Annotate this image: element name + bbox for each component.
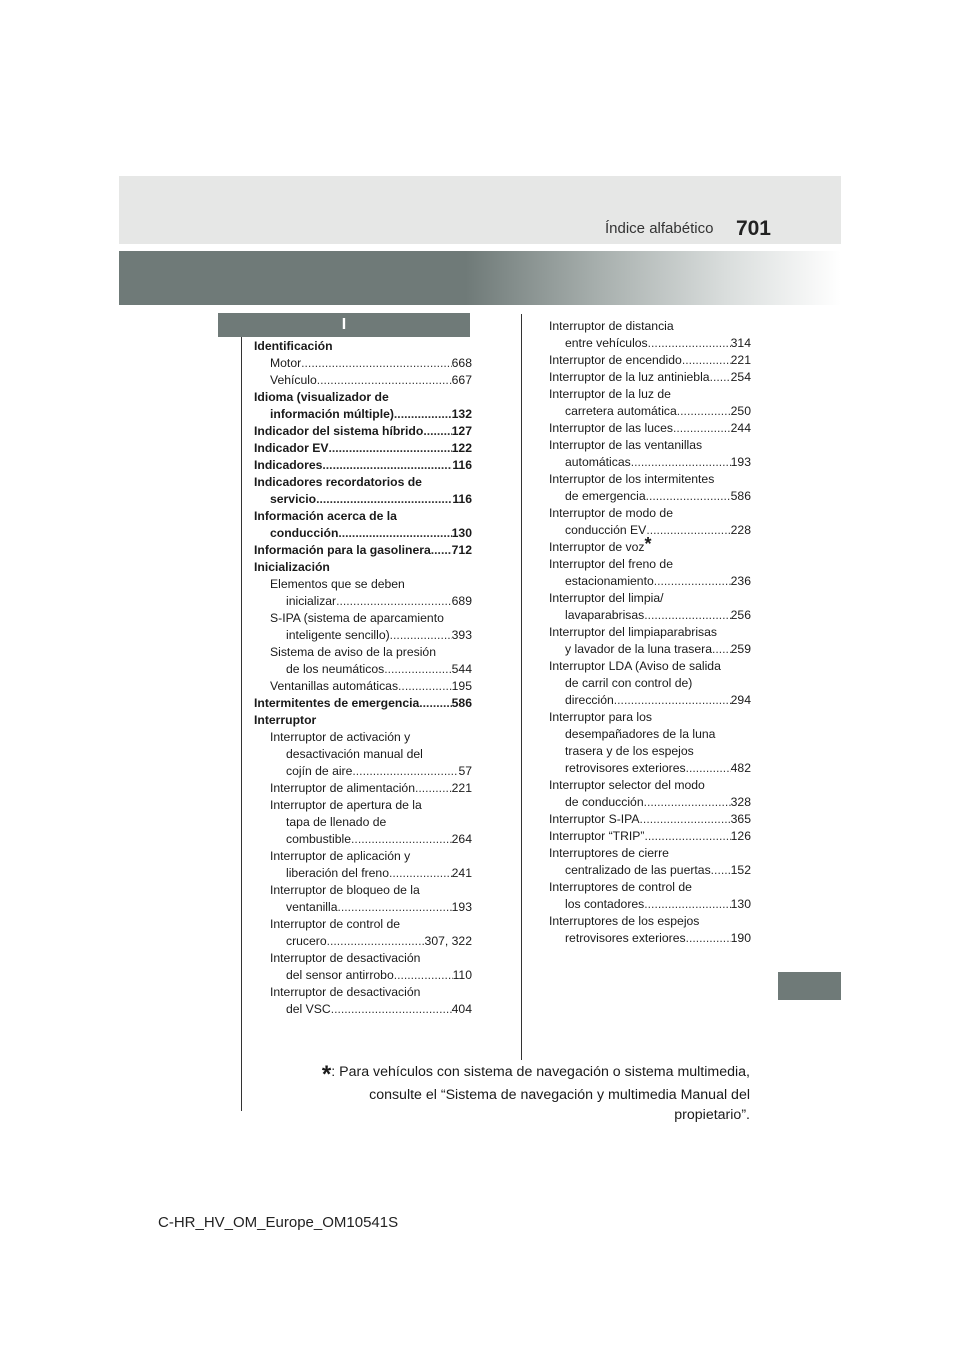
index-entry [549,318,751,352]
leader-dots [431,542,452,559]
footnote-line-1 [290,1061,750,1088]
index-entry-line [549,335,751,352]
index-entry-line [549,556,751,573]
index-entry-line [254,440,472,457]
index-entry-text: Interruptor para los [549,710,652,724]
index-entry-text: retrovisores exteriores [565,761,686,775]
index-entry [549,534,751,556]
index-page-reference: 328 [730,795,751,809]
index-entry-line [270,797,472,814]
index-entry-line [549,386,751,403]
index-entry-text: los contadores [565,897,645,911]
index-entry-line [270,984,472,1001]
index-entry-text: dirección [565,693,614,707]
index-entry-text: Interruptor selector del modo [549,778,705,792]
index-entry-text: ventanilla [286,900,338,914]
index-entry-text: de carril con control de) [565,676,693,690]
index-entry-line [270,763,472,780]
index-entry [254,729,472,780]
index-entry-line [254,525,472,542]
index-entry [254,882,472,916]
index-entry-line [549,913,751,930]
index-entry-line [270,1001,472,1018]
index-entry [549,420,751,437]
index-entry-line [549,534,751,556]
index-entry-line [549,420,751,437]
index-entry-text: Interruptor “TRIP” [549,829,645,843]
index-entry-line [254,423,472,440]
index-entry-text: Interruptor de control de [270,917,401,931]
leader-dots [677,403,731,420]
leader-dots [645,828,731,845]
leader-dots [631,454,731,471]
leader-dots [419,695,451,712]
index-entry-line [549,862,751,879]
index-page-reference: 127 [451,424,472,438]
index-entry-text: Interruptor de distancia [549,319,674,333]
index-entry-text: lavaparabrisas [565,608,645,622]
index-entry-line [549,726,751,743]
index-entry-line [549,454,751,471]
index-entry-line [254,542,472,559]
index-entry-text: desempañadores de la luna [565,727,716,741]
index-entry-text: Interruptor de alimentación [270,781,415,795]
leader-dots [423,423,451,440]
index-entry-line [270,848,472,865]
index-entry-line [549,471,751,488]
section-letter-tab: I [218,313,470,337]
index-entry-line [270,967,472,984]
index-entry-text: Información para la gasolinera [254,543,431,557]
index-page-reference: 544 [451,662,472,676]
index-entry-text: estacionamiento [565,574,654,588]
index-entry [549,777,751,811]
leader-dots [710,369,731,386]
index-entry [254,542,472,559]
leader-dots [390,627,452,644]
index-page-reference: 365 [730,812,751,826]
index-entry-line [270,831,472,848]
index-page-reference: 130 [730,897,751,911]
leader-dots [317,372,452,389]
index-entry-line [549,590,751,607]
index-entry [549,811,751,828]
index-entry-line [254,491,472,508]
index-entry-text: de conducción [565,795,644,809]
index-entry-line [549,777,751,794]
index-entry-line [549,437,751,454]
leader-dots [644,607,730,624]
leader-dots [322,457,452,474]
index-entry-line [549,743,751,760]
index-entry-text: trasera y de los espejos [565,744,694,758]
index-page-reference: 404 [451,1002,472,1016]
index-entry-text: del VSC [286,1002,331,1016]
index-entry-text: del sensor antirrobo [286,968,394,982]
index-entry-line [549,403,751,420]
index-entry-text: servicio [270,492,317,506]
index-entry-line [270,355,472,372]
index-entry [254,950,472,984]
index-entry-line [549,896,751,913]
index-entry-text: inicializar [286,594,337,608]
index-entry-text: Identificación [254,339,333,353]
index-page-reference: 667 [451,373,472,387]
index-entry [254,338,472,355]
index-page-reference: 482 [730,761,751,775]
index-entry [254,474,472,508]
index-page-reference: 393 [451,628,472,642]
index-entry-line [270,644,472,661]
index-column-right [549,318,751,947]
index-page-reference: 193 [451,900,472,914]
index-entry-text: Interruptor de la luz de [549,387,671,401]
index-entry-line [270,780,472,797]
index-page-reference: 586 [451,696,472,710]
index-entry-text: Interruptor de modo de [549,506,673,520]
index-entry-line [549,607,751,624]
index-entry-text: Indicador EV [254,441,329,455]
index-page-reference: 250 [730,404,751,418]
index-entry [549,913,751,947]
index-entry-line [549,675,751,692]
index-entry-line [270,627,472,644]
index-page-reference: 254 [730,370,751,384]
index-entry [254,712,472,729]
index-entry-text: Interruptor LDA (Aviso de salida [549,659,721,673]
index-entry-text: retrovisores exteriores [565,931,686,945]
index-entry-line [270,950,472,967]
index-entry-line [549,692,751,709]
index-entry-text: Motor [270,356,302,370]
index-page-reference: 116 [452,492,472,506]
index-entry [549,828,751,845]
index-entry-line [270,865,472,882]
index-entry [254,355,472,372]
footer-document-code: C-HR_HV_OM_Europe_OM10541S [158,1214,399,1231]
index-column-left [254,338,472,1018]
leader-dots [646,488,731,505]
index-entry-line [549,879,751,896]
leader-dots [654,573,731,590]
index-entry-line [254,712,472,729]
index-entry [549,471,751,505]
index-entry-text: tapa de llenado de [286,815,387,829]
index-entry [254,423,472,440]
index-entry-line [270,882,472,899]
index-entry-line [549,369,751,386]
index-entry [254,508,472,542]
index-entry [549,709,751,777]
index-page-reference: 190 [730,931,751,945]
index-entry-text: inteligente sencillo) [286,628,390,642]
index-entry-text: S-IPA (sistema de aparcamiento [270,611,444,625]
index-entry-line [549,709,751,726]
leader-dots [686,760,731,777]
index-entry-line [270,576,472,593]
index-page-reference: 241 [451,866,472,880]
index-entry [254,457,472,474]
index-entry [254,389,472,423]
index-entry [549,624,751,658]
leader-dots [327,933,425,950]
index-entry [254,848,472,882]
leader-dots [640,811,731,828]
index-entry-line [549,658,751,675]
index-entry [549,556,751,590]
index-page-reference: 264 [451,832,472,846]
index-page-reference: 132 [451,407,472,421]
leader-dots [673,420,731,437]
index-entry-line [270,593,472,610]
index-entry [254,797,472,848]
index-page-reference: 126 [730,829,751,843]
index-entry-text: conducción [270,526,339,540]
index-entry-text: desactivación manual del [286,747,423,761]
leader-dots [646,522,730,539]
index-entry-text: cojín de aire [286,764,353,778]
index-entry-line [254,457,472,474]
leader-dots [384,661,451,678]
index-entry [549,658,751,709]
index-page-reference: 689 [451,594,472,608]
index-entry-line [549,318,751,335]
index-entry-text: crucero [286,934,327,948]
index-entry-text: Interruptor del limpia/ [549,591,664,605]
index-entry-line [254,474,472,491]
index-entry-line [549,641,751,658]
index-entry-text: Interruptor S-IPA [549,812,640,826]
leader-dots [329,440,452,457]
index-entry-text: Interruptor [254,713,317,727]
index-entry [254,984,472,1018]
index-entry-text: Interruptores de los espejos [549,914,700,928]
index-entry-line [254,695,472,712]
index-page-reference: 152 [730,863,751,877]
index-entry-text: Interruptor de los intermitentes [549,472,715,486]
index-entry-text: Interruptor de las luces [549,421,673,435]
leader-dots [644,896,730,913]
index-entry-line [549,845,751,862]
leader-dots [394,967,453,984]
index-entry-text: Indicadores recordatorios de [254,475,422,489]
header-band [119,176,841,244]
index-entry [254,644,472,678]
header-gradient-band [119,251,841,305]
leader-dots [336,593,452,610]
index-entry-text: Intermitentes de emergencia [254,696,420,710]
leader-dots [338,899,452,916]
index-entry [549,879,751,913]
index-entry-text: Sistema de aviso de la presión [270,645,436,659]
left-margin-rule [241,337,242,1111]
index-entry-text: carretera automática [565,404,677,418]
index-page-reference: 193 [730,455,751,469]
index-page-reference: 244 [730,421,751,435]
index-entry-text: Interruptores de control de [549,880,692,894]
index-entry-line [549,760,751,777]
index-entry-text: información múltiple) [270,407,394,421]
index-page-reference: 130 [451,526,472,540]
index-page-reference: 221 [730,353,751,367]
index-entry-line [549,811,751,828]
index-entry-line [270,814,472,831]
footnote-reference-star: * [644,534,652,554]
index-page-reference: 195 [451,679,472,693]
index-entry-text: liberación del freno [286,866,389,880]
index-entry [254,610,472,644]
index-page-reference: 221 [451,781,472,795]
index-entry-text: Interruptor del freno de [549,557,673,571]
index-entry [254,372,472,389]
index-entry-text: Interruptor de apertura de la [270,798,422,812]
index-entry-text: Interruptor de desactivación [270,951,421,965]
leader-dots [351,831,452,848]
index-entry [549,590,751,624]
index-entry-line [270,916,472,933]
index-entry-line [549,352,751,369]
index-entry-text: Interruptor del limpiaparabrisas [549,625,717,639]
index-entry-line [270,372,472,389]
index-page-reference: 116 [452,458,472,472]
index-page-reference: 586 [730,489,751,503]
column-divider-rule [521,314,522,1060]
index-entry-text: Indicador del sistema híbrido [254,424,424,438]
index-page-reference: 110 [452,968,472,982]
leader-dots [686,930,731,947]
index-page-reference: 57 [458,764,472,778]
index-entry-line [254,508,472,525]
index-entry-text: Vehículo [270,373,317,387]
index-entry [254,559,472,576]
index-page-reference: 307, 322 [424,934,472,948]
index-entry-text: de los neumáticos [286,662,385,676]
index-entry [549,352,751,369]
index-page-reference: 259 [730,642,751,656]
leader-dots [394,406,452,423]
page-number: 701 [735,217,771,240]
index-entry-text: Elementos que se deben [270,577,405,591]
index-page-reference: 228 [730,523,751,537]
index-entry-text: Interruptor de aplicación y [270,849,411,863]
index-entry-line [270,729,472,746]
leader-dots [415,780,452,797]
index-page-reference: 712 [451,543,472,557]
index-entry-line [549,930,751,947]
footnote-line-2: consulte el “Sistema de navegación y multimedia Manual del propietario”. [369,1087,750,1123]
leader-dots [352,763,458,780]
index-entry [254,576,472,610]
index-entry-line [270,899,472,916]
header-title: Índice alfabético [605,220,714,237]
leader-dots [682,352,731,369]
leader-dots [316,491,452,508]
index-entry [254,916,472,950]
leader-dots [648,335,731,352]
index-entry-line [549,624,751,641]
index-entry-text: Inicialización [254,560,330,574]
index-entry-text: Idioma (visualizador de [254,390,389,404]
index-entry [549,386,751,420]
index-entry-line [270,661,472,678]
index-entry-line [254,389,472,406]
index-page-reference: 668 [451,356,472,370]
index-entry-line [270,610,472,627]
index-entry-line [254,338,472,355]
index-entry-text: automáticas [565,455,631,469]
index-page-reference: 236 [730,574,751,588]
leader-dots [644,794,731,811]
leader-dots [398,678,452,695]
index-entry-line [549,794,751,811]
leader-dots [711,862,731,879]
footnote-star: * [321,1061,332,1088]
leader-dots [338,525,451,542]
index-entry-line [254,406,472,423]
index-entry [549,369,751,386]
index-entry-text: Interruptor de encendido [549,353,682,367]
index-entry-line [549,488,751,505]
leader-dots [331,1001,452,1018]
index-entry-line [270,746,472,763]
footnote [290,1062,750,1125]
index-entry-text: Indicadores [254,458,323,472]
index-entry-text: y lavador de la luna trasera [565,642,713,656]
index-entry-line [549,505,751,522]
leader-dots [301,355,452,372]
index-entry [549,845,751,879]
index-entry-text: centralizado de las puertas [565,863,711,877]
index-page-reference: 314 [730,336,751,350]
chapter-thumb-tab [778,972,841,1000]
index-entry [254,780,472,797]
index-entry-text: entre vehículos [565,336,648,350]
index-entry [254,695,472,712]
index-entry-text: Interruptor de la luz antiniebla [549,370,710,384]
index-entry-text: Interruptor de bloqueo de la [270,883,420,897]
leader-dots [614,692,731,709]
index-entry-text: Interruptor de las ventanillas [549,438,703,452]
leader-dots [712,641,731,658]
index-entry [549,437,751,471]
index-entry [254,440,472,457]
index-entry-text: Interruptor de voz [549,540,645,554]
index-page-reference: 294 [730,693,751,707]
index-entry-line [549,573,751,590]
index-entry-text: combustible [286,832,352,846]
index-entry-text: Información acerca de la [254,509,397,523]
index-entry-text: de emergencia [565,489,646,503]
index-page-reference: 122 [451,441,472,455]
index-entry-line [270,933,472,950]
index-entry [254,678,472,695]
leader-dots [389,865,452,882]
index-entry-text: Ventanillas automáticas [270,679,399,693]
index-entry-line [270,678,472,695]
index-entry-line [549,828,751,845]
index-entry-text: Interruptor de activación y [270,730,411,744]
index-entry-text: conducción EV [565,523,647,537]
index-entry-text: Interruptores de cierre [549,846,669,860]
index-page-reference: 256 [730,608,751,622]
index-entry-text: Interruptor de desactivación [270,985,421,999]
index-entry-line [254,559,472,576]
footnote-text-1: : Para vehículos con sistema de navegación o sistema multimedia, [331,1064,750,1080]
